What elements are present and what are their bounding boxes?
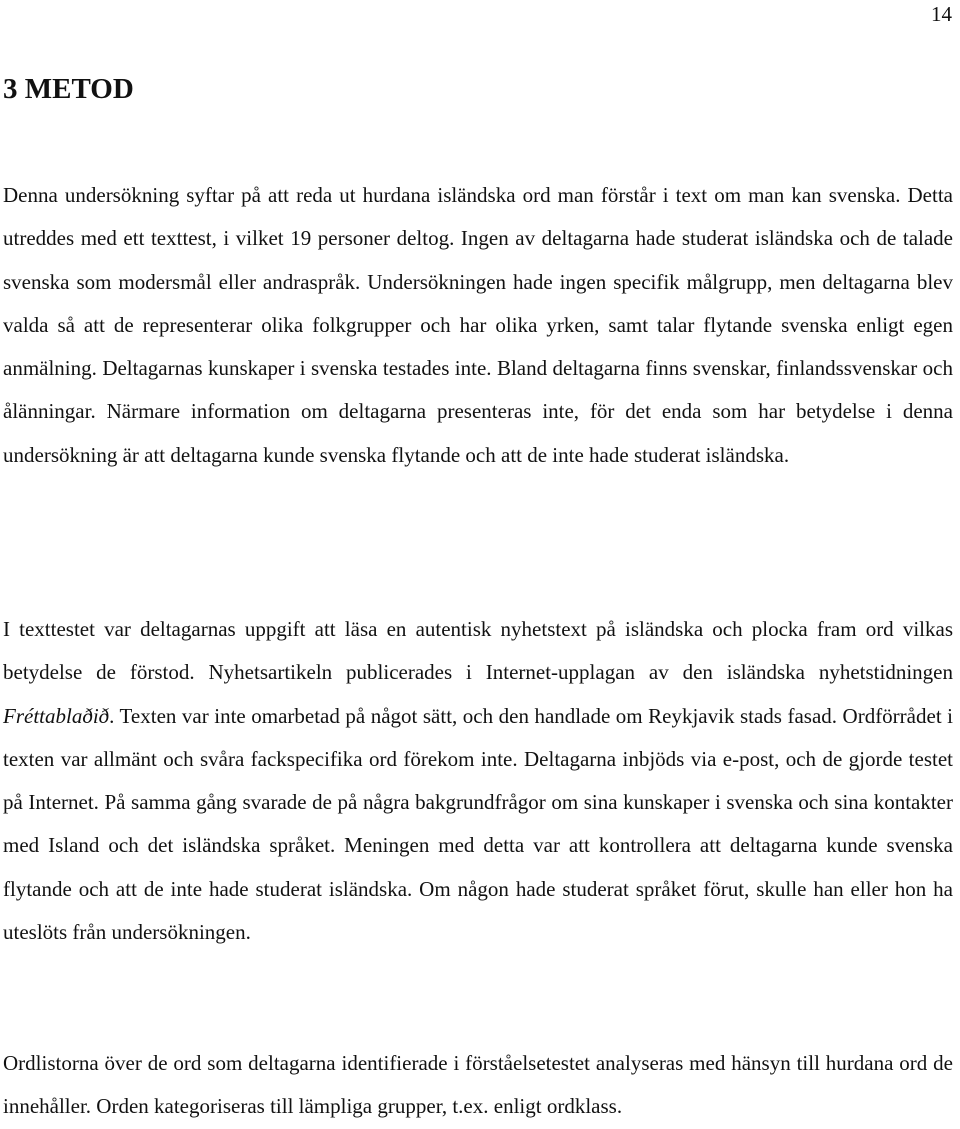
section-heading: 3 METOD: [3, 73, 134, 105]
paragraph-text-test: [3, 608, 953, 954]
page-number: 14: [931, 2, 952, 26]
newspaper-title: Fréttablaðið: [3, 703, 110, 728]
paragraph-method-intro: Denna undersökning syftar på att reda ut hurdana isländska ord man förstår i text om man kan svenska. Detta utreddes med ett texttest, i vilket 19 personer deltog. Ingen av deltagarna hade studerat isländska och de talade svenska som modersmål eller andraspråk. Undersökningen hade ingen specifik målgrupp, men deltagarna blev valda så att de representerar olika folkgrupper och har olika yrken, samt talar flytande svenska enligt egen anmälning. Deltagarnas kunskaper i svenska testades inte. Bland deltagarna finns svenskar, finlandssvenskar och ålänningar. Närmare information om deltagarna presenteras inte, för det enda som har betydelse i denna undersökning är att deltagarna kunde svenska flytande och att de inte hade studerat isländska.: [3, 183, 953, 467]
paragraph-text-test-part-1: I texttestet var deltagarnas uppgift att läsa en autentisk nyhetstext på isländska och plocka fram ord vilkas betydelse de förstod. Nyhetsartikeln publicerades i Internet-upplagan av den isländska nyhetstidningen: [3, 617, 953, 685]
paragraph-text-test-part-2: . Texten var inte omarbetad på något sätt, och den handlade om Reykjavik stads fasad. Ordförrådet i texten var allmänt och svåra fackspecifika ord förekom inte. Deltagarna inbjöds via e-post, och de gjorde testet på Internet. På samma gång svarade de på några bakgrundfrågor om sina kunskaper i svenska och sina kontakter med Island och det isländska språket. Meningen med detta var att kontrollera att deltagarna kunde svenska flytande och att de inte hade studerat isländska. Om någon hade studerat språket förut, skulle han eller hon ha uteslöts från undersökningen.: [3, 703, 953, 945]
paragraph-word-lists: Ordlistorna över de ord som deltagarna identifierade i förståelsetestet analyseras med hänsyn till hurdana ord de innehåller. Orden kategoriseras till lämpliga grupper, t.ex. enligt ordklass.: [3, 1051, 953, 1119]
